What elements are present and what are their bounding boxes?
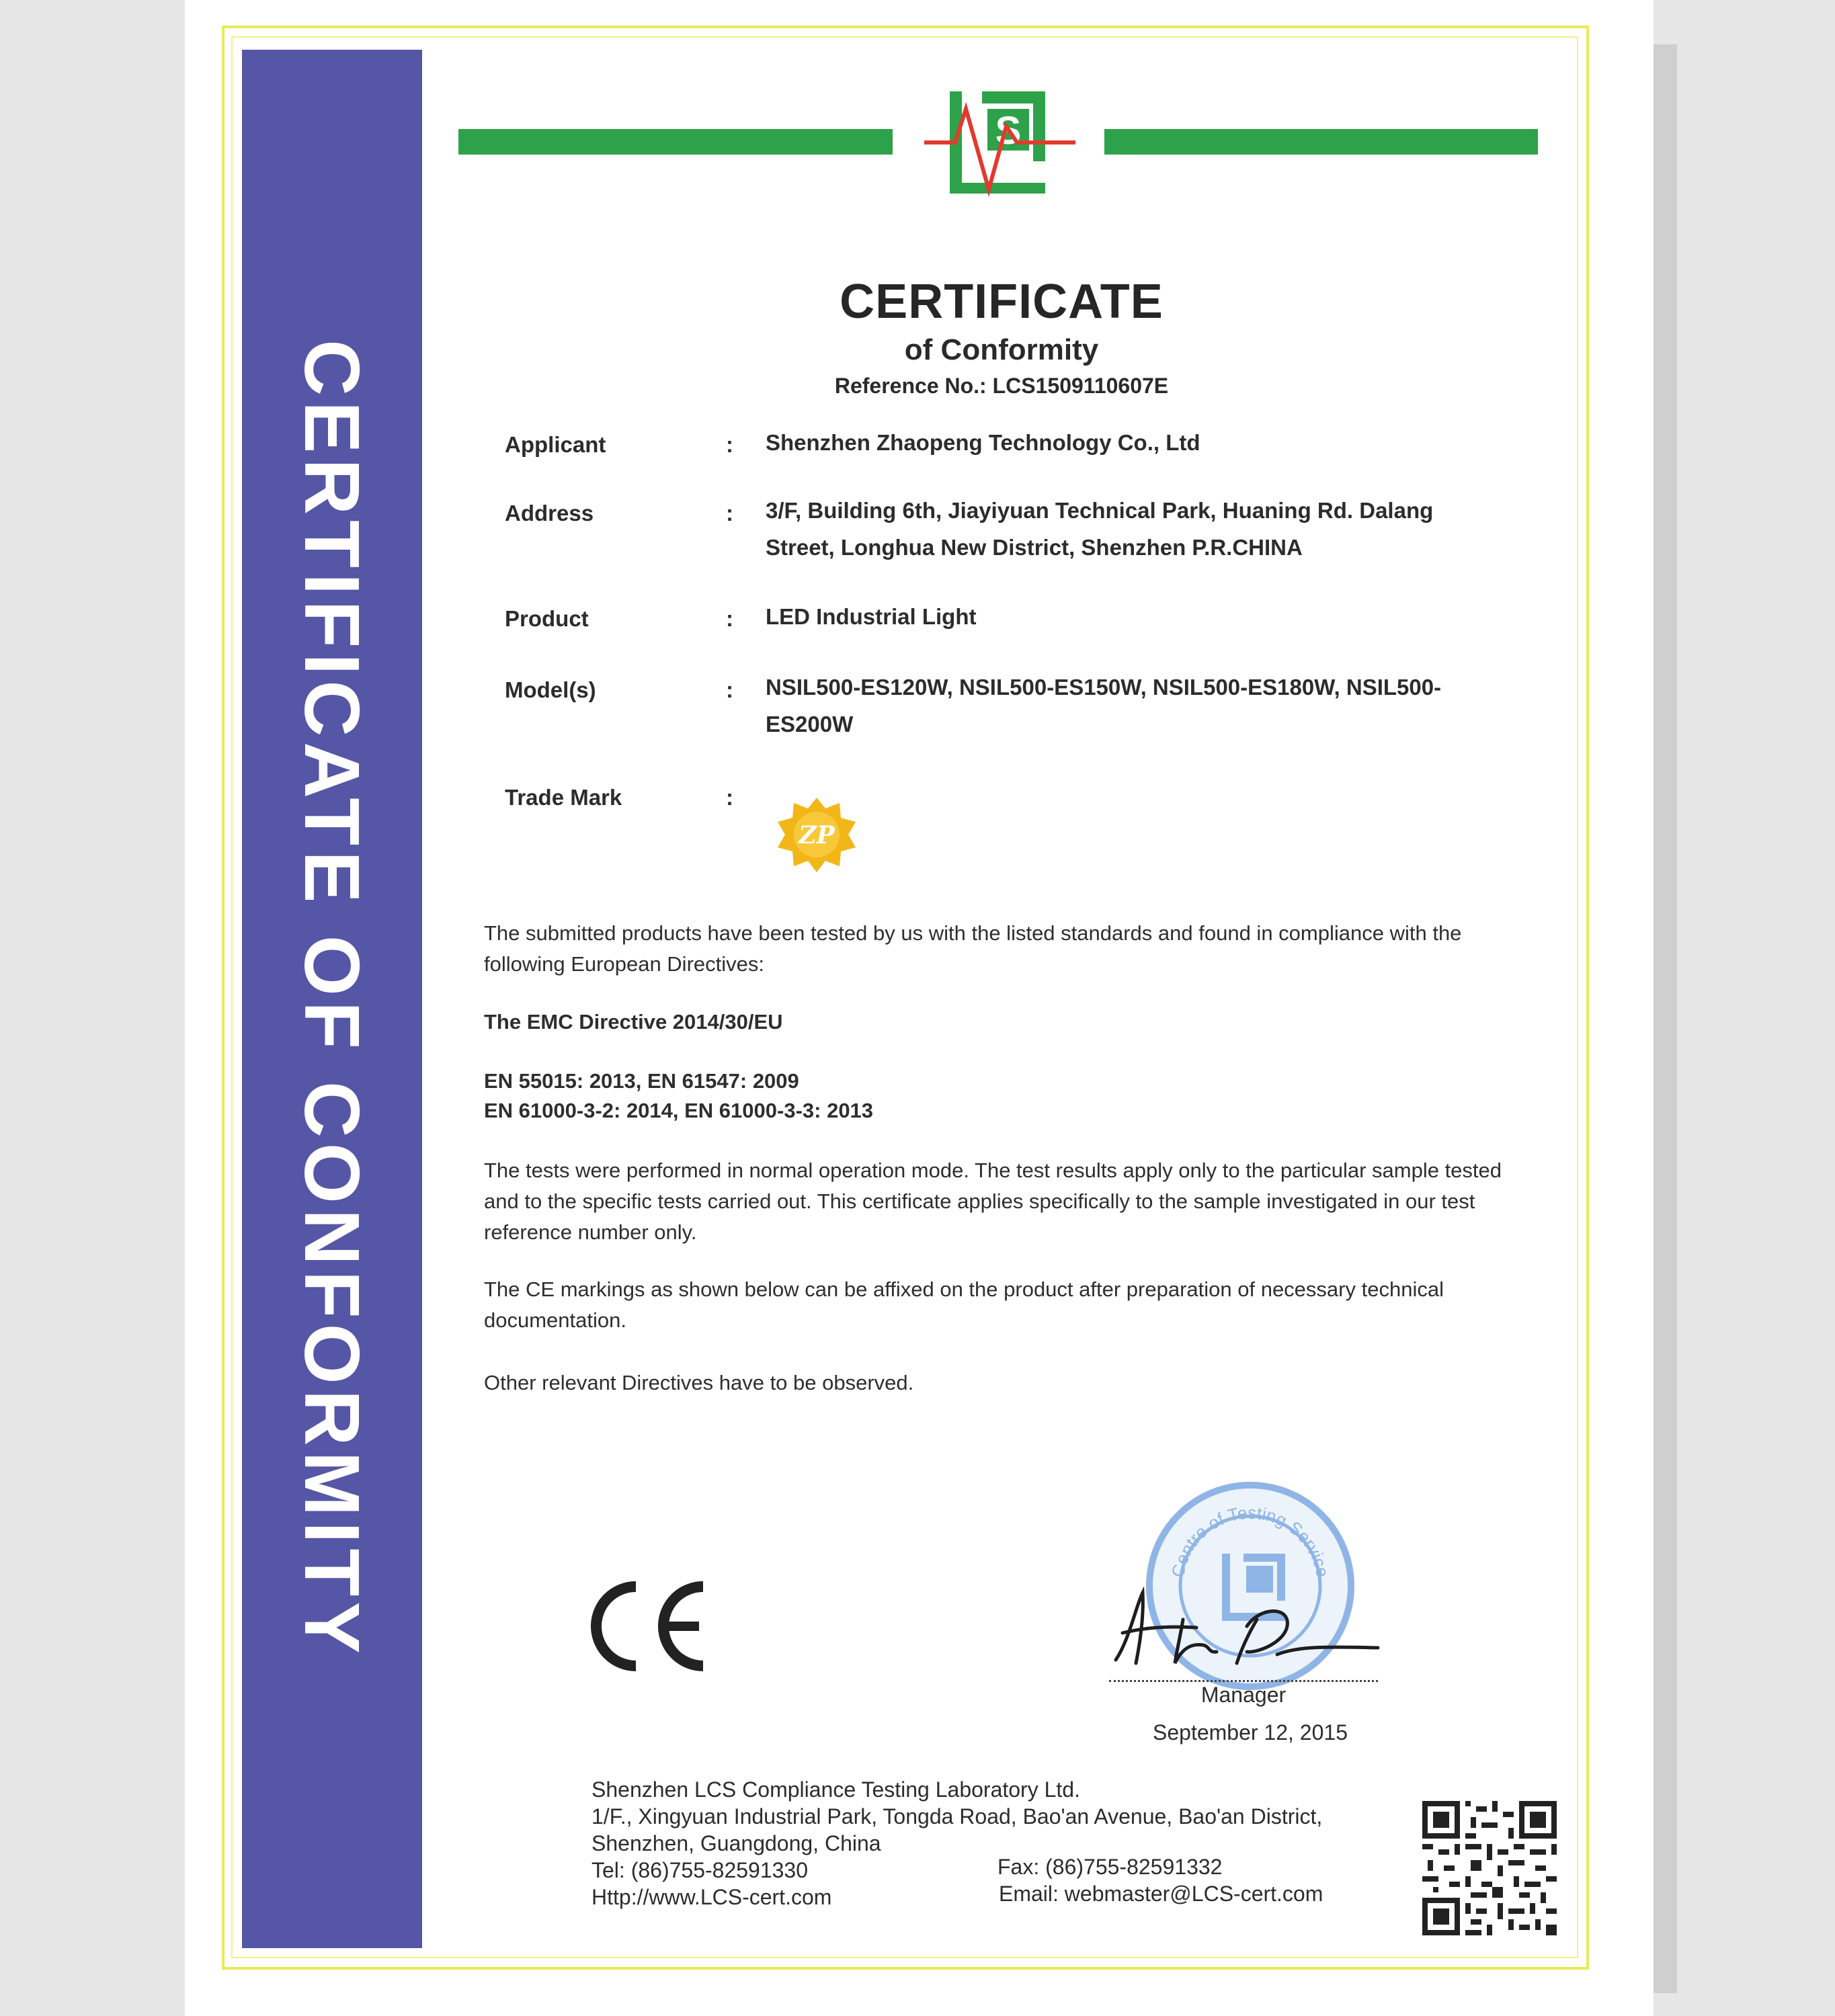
trademark-colon: : — [726, 785, 733, 810]
models-value: NSIL500-ES120W, NSIL500-ES150W, NSIL500-ES180W, NSIL500-ES200W — [766, 675, 1442, 737]
signature-line — [1109, 1680, 1378, 1682]
models-colon: : — [726, 677, 733, 702]
trademark-text: ZP — [799, 821, 835, 849]
lab-fax: Fax: (86)755-82591332 — [997, 1855, 1223, 1879]
test-conditions: The tests were performed in normal operation mode. The test results apply only to the particular sample tested and to the specific tests carried out. This certificate applies specifically to the sample investigated in our test reference number only. — [484, 1159, 1502, 1244]
lab-address-line-1: 1/F., Xingyuan Industrial Park, Tongda Road, Bao'an Avenue, Bao'an District, — [592, 1804, 1323, 1829]
standards-line-2: EN 61000-3-2: 2014, EN 61000-3-3: 2013 — [484, 1099, 874, 1122]
lab-telephone: Tel: (86)755-82591330 — [592, 1858, 809, 1882]
product-colon: : — [726, 606, 733, 631]
manager-title: Manager — [1200, 1683, 1287, 1707]
compliance-intro: The submitted products have been tested by us with the listed standards and found in compliance with the following European Directives: — [484, 921, 1462, 976]
ce-mark-icon — [585, 1576, 719, 1677]
lcs-logo-icon — [924, 82, 1075, 203]
trademark-label: Trade Mark — [505, 785, 622, 810]
emc-directive: The EMC Directive 2014/30/EU — [484, 1010, 783, 1034]
ce-marking-note: The CE markings as shown below can be affixed on the product after preparation of necessary technical documentation. — [484, 1277, 1444, 1332]
certificate-title: CERTIFICATE — [840, 275, 1164, 329]
header-green-bar-left — [458, 129, 893, 155]
certificate-subtitle: of Conformity — [904, 333, 1099, 366]
address-value: 3/F, Building 6th, Jiayiyuan Technical Park, Huaning Rd. Dalang Street, Longhua New District, Shenzhen P.R.CHINA — [766, 498, 1434, 560]
product-label: Product — [505, 606, 589, 631]
address-colon: : — [726, 501, 733, 526]
ce-mark-text: CE — [651, 1675, 653, 1676]
lab-email: Email: webmaster@LCS-cert.com — [999, 1882, 1323, 1906]
applicant-colon: : — [726, 432, 733, 457]
other-directives: Other relevant Directives have to be observed. — [484, 1371, 914, 1394]
logo-letter: S — [995, 109, 1022, 153]
applicant-label: Applicant — [505, 432, 606, 457]
paper-shadow — [1650, 44, 1677, 1993]
standards-line-1: EN 55015: 2013, EN 61547: 2009 — [484, 1069, 799, 1093]
stamp-text: Centre of Testing Service — [1167, 1502, 1334, 1579]
applicant-value: Shenzhen Zhaopeng Technology Co., Ltd — [766, 430, 1200, 455]
header-green-bar-right — [1104, 129, 1538, 155]
models-label: Model(s) — [505, 677, 596, 702]
reference-number: Reference No.: LCS1509110607E — [834, 374, 1169, 398]
lab-name: Shenzhen LCS Compliance Testing Laboratory Ltd. — [592, 1777, 1080, 1802]
lab-website: Http://www.LCS-cert.com — [592, 1885, 832, 1909]
sidebar-title: CERTIFICATE OF CONFORMITY — [288, 339, 376, 1659]
address-label: Address — [505, 501, 594, 526]
product-value: LED Industrial Light — [766, 604, 977, 629]
issue-date: September 12, 2015 — [1153, 1720, 1348, 1745]
trademark-logo-icon — [773, 796, 860, 874]
manager-signature — [1102, 1579, 1385, 1673]
sidebar-band — [242, 50, 422, 1948]
qr-code-icon — [1422, 1801, 1557, 1935]
lab-address-line-2: Shenzhen, Guangdong, China — [592, 1831, 881, 1855]
